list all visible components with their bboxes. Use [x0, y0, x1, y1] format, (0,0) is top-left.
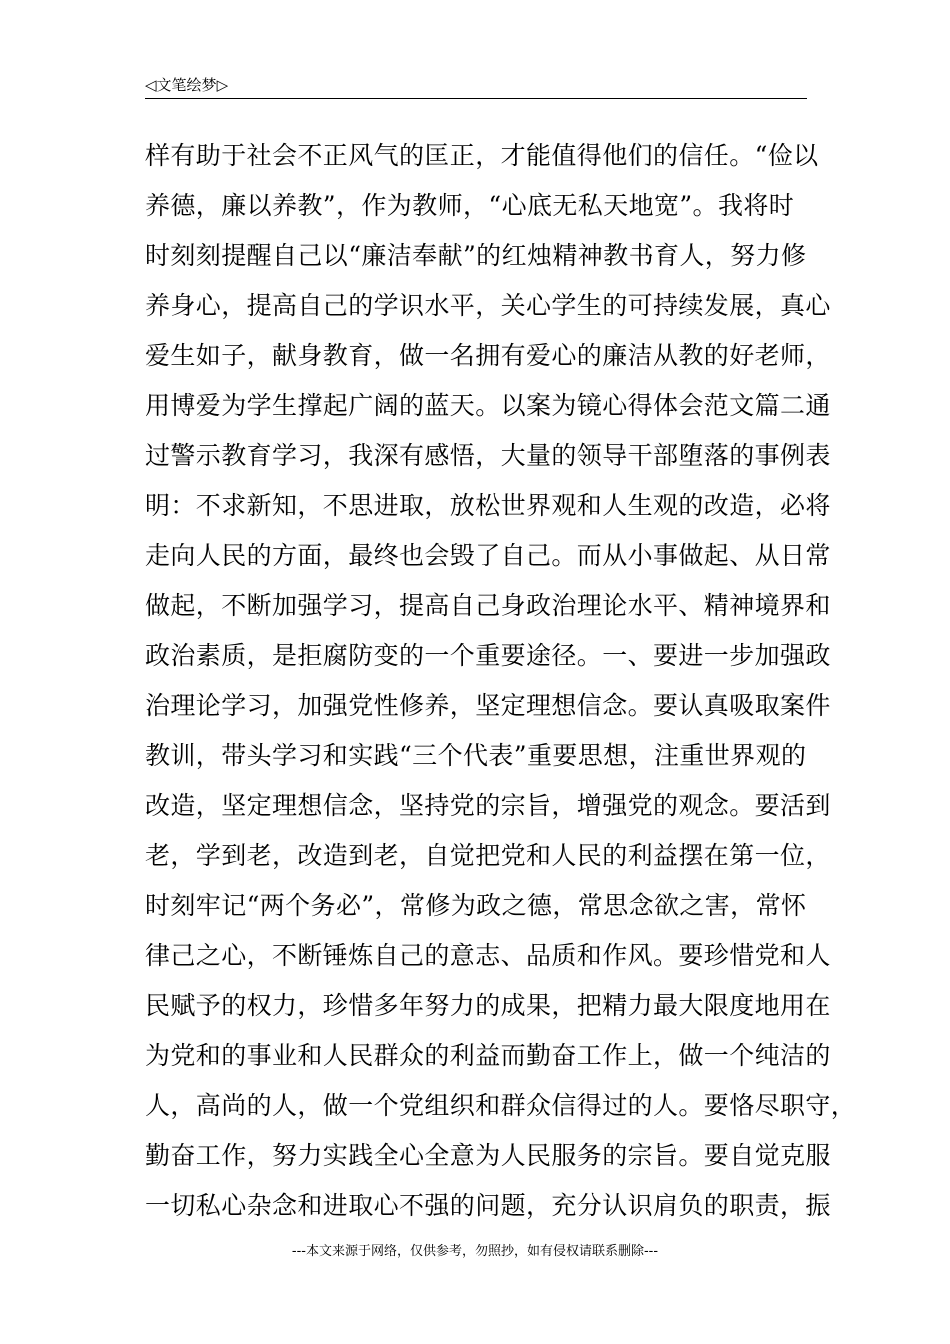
- text-line: 做起，不断加强学习，提高自己身政治理论水平、精神境界和: [145, 591, 831, 620]
- text-line: 时刻刻提醒自己以“廉洁奉献”的红烛精神教书育人，努力修: [145, 241, 807, 270]
- page-header: [145, 72, 807, 99]
- text-line: 过警示教育学习，我深有感悟，大量的领导干部堕落的事例表: [145, 441, 831, 470]
- body-text: [145, 131, 857, 1231]
- text-line: 一切私心杂念和进取心不强的问题，充分认识肩负的职责，振: [145, 1191, 831, 1220]
- right-triangle-icon: ▷: [216, 76, 229, 94]
- text-line: 人，高尚的人，做一个党组织和群众信得过的人。要恪尽职守，: [145, 1091, 857, 1120]
- text-line: 为党和的事业和人民群众的利益而勤奋工作上，做一个纯洁的: [145, 1041, 831, 1070]
- text-line: 教训，带头学习和实践“三个代表”重要思想，注重世界观的: [145, 741, 807, 770]
- left-triangle-icon: ◁: [145, 76, 157, 94]
- text-line: 改造，坚定理想信念，坚持党的宗旨，增强党的观念。要活到: [145, 791, 831, 820]
- text-line: 老，学到老，改造到老，自觉把党和人民的利益摆在第一位，: [145, 841, 831, 870]
- text-line: 治理论学习，加强党性修养，坚定理想信念。要认真吸取案件: [145, 691, 831, 720]
- header-title: 文笔绘梦: [156, 76, 217, 94]
- text-line: 样有助于社会不正风气的匡正，才能值得他们的信任。“俭以: [145, 141, 819, 170]
- text-line: 时刻牢记“两个务必”，常修为政之德，常思念欲之害，常怀: [145, 891, 807, 920]
- text-line: 走向人民的方面，最终也会毁了自己。而从小事做起、从日常: [145, 541, 831, 570]
- text-line: 明：不求新知，不思进取，放松世界观和人生观的改造，必将: [145, 491, 831, 520]
- text-line: 民赋予的权力，珍惜多年努力的成果，把精力最大限度地用在: [145, 991, 831, 1020]
- text-line: 律己之心，不断锤炼自己的意志、品质和作风。要珍惜党和人: [145, 941, 831, 970]
- text-line: 爱生如子，献身教育，做一名拥有爱心的廉洁从教的好老师，: [145, 341, 831, 370]
- text-line: 用博爱为学生撑起广阔的蓝天。以案为镜心得体会范文篇二通: [145, 391, 831, 420]
- text-line: 政治素质，是拒腐防变的一个重要途径。一、要进一步加强政: [145, 641, 831, 670]
- text-line: 勤奋工作，努力实践全心全意为人民服务的宗旨。要自觉克服: [145, 1141, 831, 1170]
- text-line: 养德，廉以养教”，作为教师，“心底无私天地宽”。我将时: [145, 191, 795, 220]
- text-line: 养身心，提高自己的学识水平，关心学生的可持续发展，真心: [145, 291, 831, 320]
- footer-notice: ---本文来源于网络，仅供参考，勿照抄，如有侵权请联系删除---: [291, 1244, 659, 1259]
